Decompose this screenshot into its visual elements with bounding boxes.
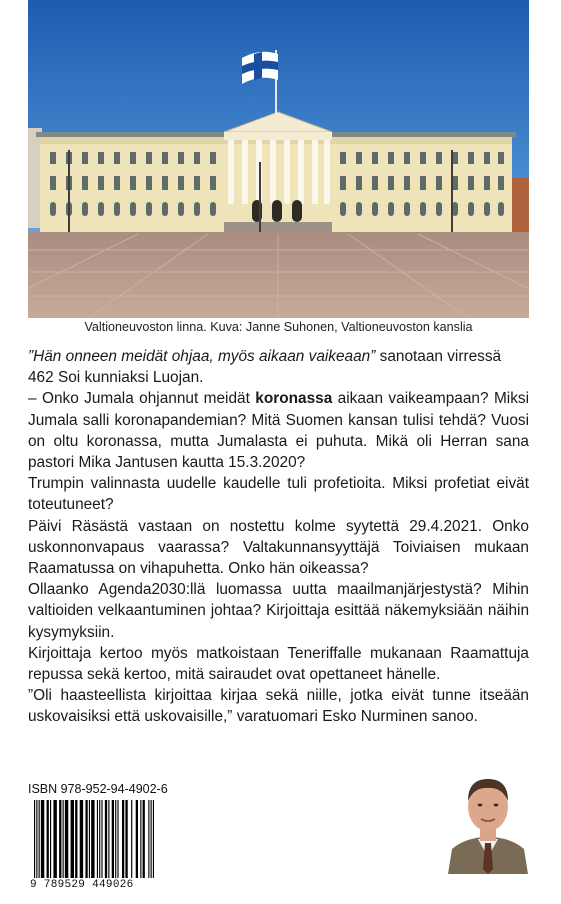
barcode-bars	[34, 800, 154, 882]
government-palace-illustration	[28, 0, 529, 318]
author-portrait	[446, 757, 530, 874]
corona-text-end: aikaan vaikeampaan? Miksi Jumala salli koronapandemian? Mitä Suomen kansan tulisi tehdä? Vuosi on oltu koronassa, mutta Jumalasta ei puhuta. Mikä oli Herran sana pastori Mika Jantusen kautta 15.3.2020?	[28, 390, 530, 472]
paragraph-corona	[28, 388, 529, 473]
paragraph-agenda: Ollaanko Agenda2030:llä luomassa uutta maailmanjärjestystä? Mihin valtioiden velkaantuminen johtaa? Kirjoittaja esittää näkemyksiään näihin kysymyksiin.	[28, 581, 529, 641]
corona-text-start: – Onko Jumala ohjannut meidät	[28, 390, 256, 408]
author-portrait-illustration	[446, 757, 530, 874]
corona-bold-word: koronassa	[255, 390, 333, 408]
paragraph-rasanen: Päivi Räsästä vastaan on nostettu kolme syytettä 29.4.2021. Onko uskonnonvapaus vaarassa? Valtakunnansyyttäjä Toiviaisen mukaan Raamatussa on vihapuhetta. Onko hän oikeassa?	[28, 517, 529, 578]
isbn-barcode	[34, 800, 154, 882]
paragraph-hymn	[28, 346, 529, 388]
hymn-quote: ”Hän onneen meidät ohjaa, myös aikaan vaikeaan”	[28, 348, 376, 365]
cover-photo-government-palace	[28, 0, 529, 318]
photo-caption: Valtioneuvoston linna. Kuva: Janne Suhonen, Valtioneuvoston kanslia	[84, 320, 473, 334]
hymn-source: sanotaan virressä 462 Soi kunniaksi Luojan.	[28, 348, 502, 387]
isbn-number: ISBN 978-952-94-4902-6	[28, 782, 168, 796]
paragraph-trump: Trumpin valinnasta uudelle kaudelle tuli profetioita. Miksi profetiat eivät toteutuneet?	[28, 475, 529, 514]
back-cover-text	[28, 346, 529, 728]
barcode-digits: 9 789529 449026	[30, 879, 134, 891]
paragraph-author-quote: ”Oli haasteellista kirjoittaa kirjaa sekä niille, jotka eivät tunne itseään uskovaisiksi että uskovaisille,” varatuomari Esko Nurminen sanoo.	[28, 687, 529, 726]
paragraph-tenerife: Kirjoittaja kertoo myös matkoistaan Teneriffalle mukanaan Raamattuja repussa sekä kertoo, mitä sairaudet ovat opettaneet hänelle.	[28, 644, 529, 684]
